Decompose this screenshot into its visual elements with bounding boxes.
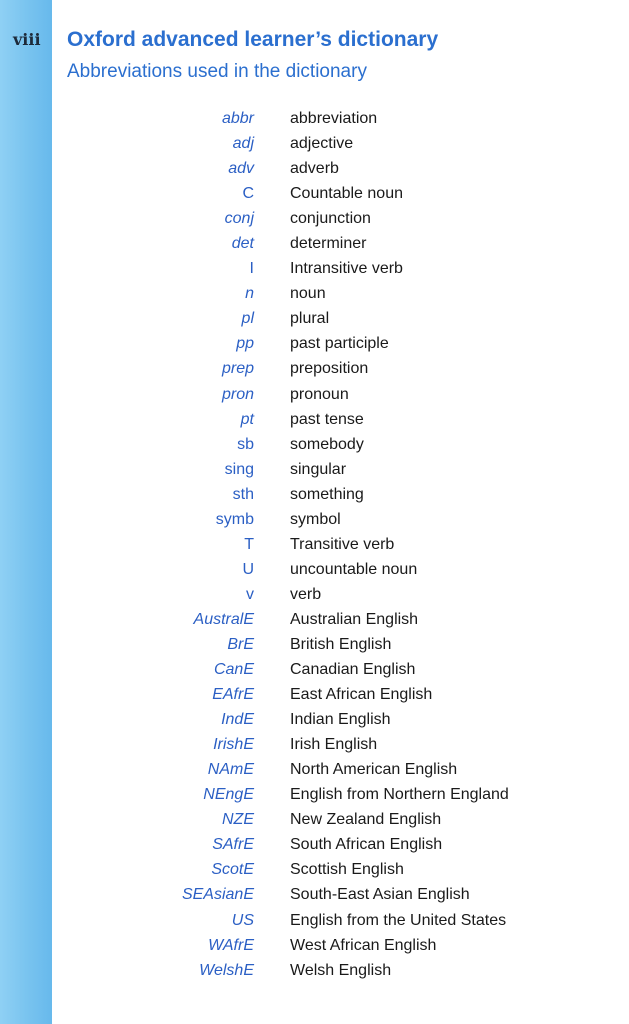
abbreviation-meaning: West African English xyxy=(290,936,437,954)
abbreviation-term: WAfrE xyxy=(208,936,254,954)
abbreviation-row xyxy=(0,358,629,383)
abbreviation-term: pl xyxy=(241,310,254,328)
abbreviation-row xyxy=(0,108,629,133)
abbreviation-row xyxy=(0,459,629,484)
abbreviation-meaning: adjective xyxy=(290,135,354,153)
abbreviation-meaning: determiner xyxy=(290,235,367,253)
abbreviation-row xyxy=(0,609,629,634)
abbreviation-term: prep xyxy=(221,360,254,378)
abbreviation-term: pp xyxy=(236,335,254,353)
abbreviation-meaning: verb xyxy=(290,585,322,603)
abbreviation-term: NZE xyxy=(222,811,254,829)
abbreviation-term: adj xyxy=(232,135,254,153)
abbreviation-term: det xyxy=(231,235,254,253)
abbreviation-meaning: past participle xyxy=(290,335,389,353)
abbreviation-row xyxy=(0,784,629,809)
abbreviation-meaning: noun xyxy=(290,285,326,303)
abbreviation-meaning: abbreviation xyxy=(290,110,378,127)
abbreviation-meaning: symbol xyxy=(290,510,341,528)
abbreviation-row xyxy=(0,584,629,609)
abbreviation-term: U xyxy=(242,560,254,578)
abbreviation-term: WelshE xyxy=(199,961,254,979)
abbreviation-row xyxy=(0,133,629,158)
abbreviation-meaning: South-East Asian English xyxy=(290,886,470,904)
abbreviation-meaning: East African English xyxy=(290,686,433,704)
abbreviation-row xyxy=(0,884,629,909)
abbreviation-term: pt xyxy=(240,410,254,428)
abbreviation-term: NEngE xyxy=(203,786,254,804)
abbreviation-meaning: adverb xyxy=(290,160,339,178)
abbreviation-term: v xyxy=(246,585,254,603)
abbreviation-row xyxy=(0,659,629,684)
abbreviation-row xyxy=(0,233,629,258)
abbreviation-term: sth xyxy=(232,485,254,503)
abbreviation-row xyxy=(0,910,629,935)
abbreviation-meaning: preposition xyxy=(290,360,369,378)
abbreviation-term: symb xyxy=(215,510,254,528)
abbreviation-meaning: past tense xyxy=(290,410,364,428)
abbreviation-term: CanE xyxy=(213,661,254,679)
abbreviation-term: sing xyxy=(224,460,254,478)
abbreviation-row xyxy=(0,759,629,784)
abbreviation-meaning: uncountable noun xyxy=(290,560,418,578)
abbreviation-meaning: English from the United States xyxy=(290,911,507,929)
abbreviation-row xyxy=(0,384,629,409)
abbreviation-term: T xyxy=(244,535,254,553)
abbreviation-row xyxy=(0,684,629,709)
abbreviation-row xyxy=(0,509,629,534)
abbreviation-term: NAmE xyxy=(207,761,254,779)
abbreviation-row xyxy=(0,859,629,884)
abbreviation-row xyxy=(0,258,629,283)
page-subtitle: Abbreviations used in the dictionary xyxy=(67,61,367,82)
abbreviation-meaning: British English xyxy=(290,635,392,653)
abbreviation-term: SEAsianE xyxy=(181,886,254,904)
abbreviation-term: I xyxy=(249,260,254,278)
abbreviation-meaning: Canadian English xyxy=(290,661,416,679)
abbreviation-meaning: Countable noun xyxy=(290,185,403,203)
abbreviation-term: C xyxy=(242,185,254,203)
abbreviation-row xyxy=(0,709,629,734)
abbreviation-term: EAfrE xyxy=(212,686,254,704)
abbreviation-row xyxy=(0,283,629,308)
page-number: viii xyxy=(13,30,41,49)
abbreviation-meaning: English from Northern England xyxy=(290,786,509,804)
abbreviation-meaning: singular xyxy=(290,460,347,478)
abbreviation-term: ScotE xyxy=(211,861,254,879)
abbreviation-meaning: Scottish English xyxy=(290,861,404,879)
abbreviation-meaning: South African English xyxy=(290,836,443,854)
abbreviation-meaning: something xyxy=(290,485,364,503)
abbreviation-meaning: Irish English xyxy=(290,736,378,754)
abbreviation-meaning: Welsh English xyxy=(290,961,392,979)
abbreviation-term: SAfrE xyxy=(212,836,254,854)
abbreviation-row xyxy=(0,634,629,659)
abbreviation-meaning: Australian English xyxy=(290,610,419,628)
abbreviation-row xyxy=(0,484,629,509)
abbreviation-meaning: pronoun xyxy=(290,385,349,403)
abbreviation-row xyxy=(0,960,629,985)
abbreviation-row xyxy=(0,409,629,434)
abbreviation-row xyxy=(0,834,629,859)
abbreviation-meaning: somebody xyxy=(290,435,364,453)
abbreviation-meaning: Intransitive verb xyxy=(290,260,403,278)
abbreviation-term: conj xyxy=(224,210,254,228)
abbreviation-meaning: conjunction xyxy=(290,210,371,228)
abbreviation-row xyxy=(0,809,629,834)
abbreviation-term: pron xyxy=(221,385,254,403)
abbreviation-list xyxy=(0,108,629,985)
abbreviation-row xyxy=(0,434,629,459)
abbreviation-row xyxy=(0,158,629,183)
abbreviation-row xyxy=(0,559,629,584)
abbreviation-term: US xyxy=(231,911,254,929)
abbreviation-term: AustralE xyxy=(193,610,254,628)
abbreviation-term: IndE xyxy=(221,711,254,729)
abbreviation-row xyxy=(0,534,629,559)
abbreviation-meaning: North American English xyxy=(290,761,458,779)
abbreviation-row xyxy=(0,935,629,960)
abbreviation-meaning: plural xyxy=(290,310,330,328)
page-title: Oxford advanced learner’s dictionary xyxy=(67,28,439,51)
abbreviation-row xyxy=(0,734,629,759)
abbreviation-meaning: Indian English xyxy=(290,711,391,729)
abbreviation-term: n xyxy=(245,285,254,303)
abbreviation-row xyxy=(0,333,629,358)
abbreviation-row xyxy=(0,208,629,233)
abbreviation-meaning: New Zealand English xyxy=(290,811,442,829)
abbreviation-meaning: Transitive verb xyxy=(290,535,395,553)
abbreviation-term: sb xyxy=(237,435,254,453)
abbreviation-term: adv xyxy=(228,160,254,178)
abbreviation-term: BrE xyxy=(227,635,254,653)
abbreviation-term: IrishE xyxy=(213,736,254,754)
abbreviation-row xyxy=(0,308,629,333)
abbreviation-row xyxy=(0,183,629,208)
abbreviation-term: abbr xyxy=(221,110,254,127)
